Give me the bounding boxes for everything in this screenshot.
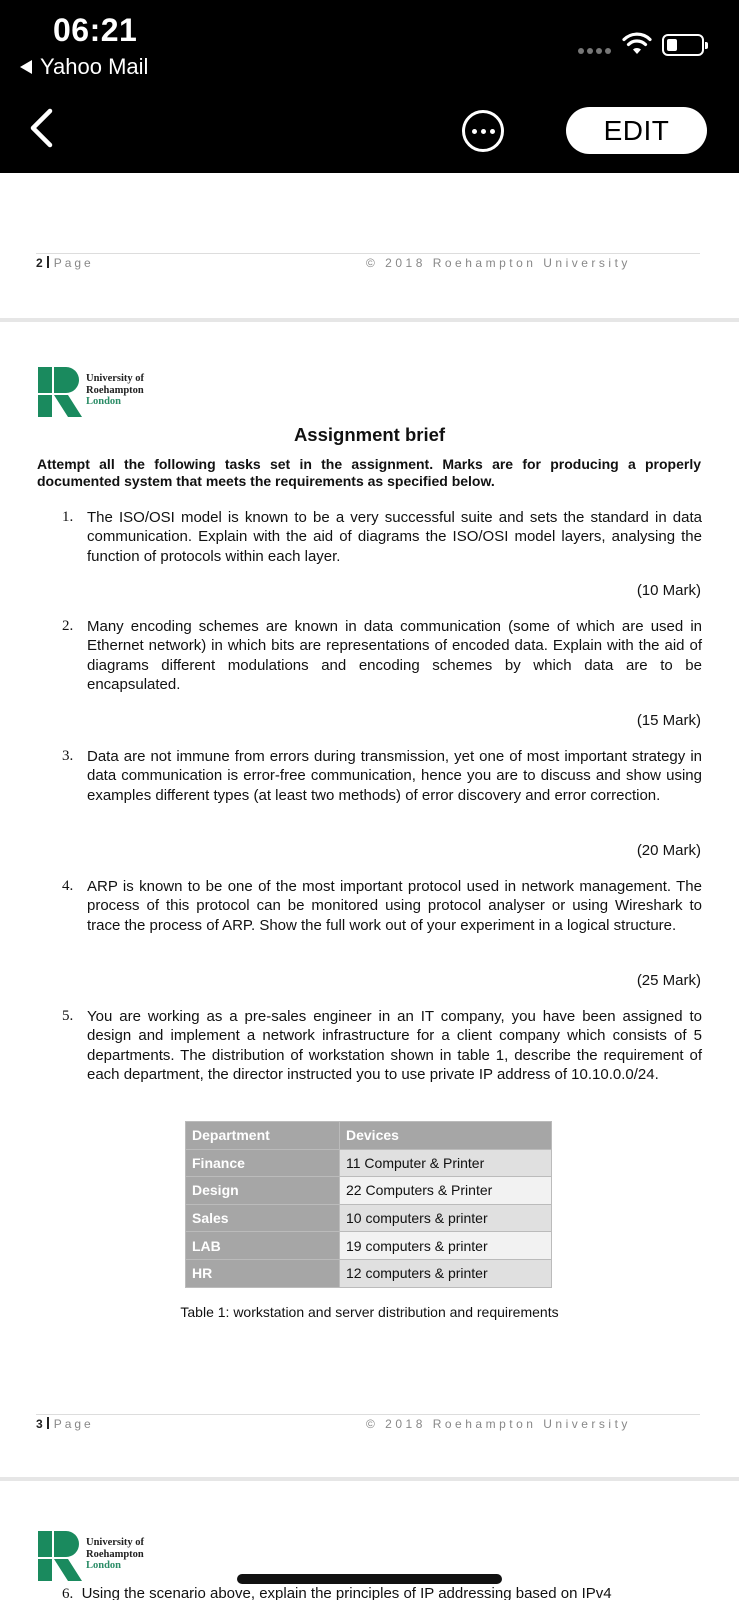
table-cell: Design (186, 1177, 340, 1205)
university-logo-mark (38, 367, 82, 417)
task-mark: (10 Mark) (636, 582, 701, 599)
task-item: 1. The ISO/OSI model is known to be a very successful suite and sets the standard in data communication. Explain with the aid of diagrams the ISO/OSI model layers, analysing the function of protocols within each layer. (62, 509, 702, 565)
task-item: 5. You are working as a pre-sales engineer in an IT company, you have been assigned to design and implement a network infrastructure for a client company which consists of 5 departments. The distribution of workstation shown in table 1, describe the requirement of each department, the director instructed you to use private IP address of 10.10.0.0/24. (62, 1008, 702, 1084)
copyright-text: © 2018 Roehampton University (366, 256, 631, 270)
cellular-signal-icon (578, 48, 611, 54)
task-item-partial: 6. Using the scenario above, explain the principles of IP addressing based on IPv4 (62, 1585, 612, 1600)
wifi-icon (622, 32, 652, 56)
university-logo-text: University of Roehampton London (86, 1537, 145, 1571)
table-cell: Sales (186, 1204, 340, 1232)
table-cell: HR (186, 1259, 340, 1287)
page-number: 2 Page (36, 256, 94, 270)
document-page-3 (0, 322, 739, 1477)
table-cell: 10 computers & printer (340, 1204, 552, 1232)
table-cell: 22 Computers & Printer (340, 1177, 552, 1205)
status-time: 06:21 (53, 12, 138, 48)
university-logo-text: University of Roehampton London (86, 373, 145, 407)
table-header: Devices (340, 1122, 552, 1150)
table-row (186, 1259, 552, 1287)
task-mark: (20 Mark) (636, 842, 701, 859)
task-item: 3. Data are not immune from errors during transmission, yet one of most important strategy in data communication is error-free communication, hence you are to discuss and show using examples different types (at least two methods) of error discovery and error correction. (62, 748, 702, 804)
table-cell: 12 computers & printer (340, 1259, 552, 1287)
department-table (185, 1121, 552, 1288)
task-item: 4. ARP is known to be one of the most important protocol used in network management. The process of this protocol can be monitored using protocol analyser or using Wireshark to trace the process of ARP. Show the full work out of your experiment in a logical structure. (62, 878, 702, 934)
more-options-button[interactable] (462, 110, 504, 152)
back-triangle-icon (20, 60, 32, 74)
back-app-label: Yahoo Mail (40, 54, 149, 79)
table-header: Department (186, 1122, 340, 1150)
top-bar (0, 0, 739, 173)
table-row (186, 1204, 552, 1232)
university-logo-mark (38, 1531, 82, 1581)
copyright-text: © 2018 Roehampton University (366, 1417, 631, 1431)
table-row (186, 1149, 552, 1177)
university-logo (38, 1531, 144, 1581)
assignment-intro: Attempt all the following tasks set in the assignment. Marks are for producing a properly documented system that meets the requirements as specified below. (37, 456, 701, 489)
document-page-2 (0, 173, 739, 318)
document-title: Assignment brief (293, 424, 446, 445)
university-logo (38, 367, 144, 417)
footer-divider (36, 1414, 700, 1415)
chevron-left-icon[interactable] (28, 108, 54, 148)
page-number: 3 Page (36, 1417, 94, 1431)
table-row (186, 1177, 552, 1205)
back-to-app-link[interactable] (20, 54, 148, 80)
task-item: 2. Many encoding schemes are known in data communication (some of which are used in Ethernet network) in which bits are representations of encoded data. Explain with the aid of diagrams different modulations and encoding schemes by which data are to be encapsulated. (62, 618, 702, 694)
table-cell: 19 computers & printer (340, 1232, 552, 1260)
table-cell: 11 Computer & Printer (340, 1149, 552, 1177)
table-cell: Finance (186, 1149, 340, 1177)
task-mark: (25 Mark) (636, 972, 701, 989)
table-row (186, 1232, 552, 1260)
table-header-row (186, 1122, 552, 1150)
battery-icon (662, 34, 704, 56)
home-indicator[interactable] (237, 1574, 502, 1584)
table-caption: Table 1: workstation and server distribution and requirements (180, 1304, 559, 1320)
table-cell: LAB (186, 1232, 340, 1260)
edit-button[interactable]: EDIT (566, 107, 707, 154)
footer-divider (36, 253, 700, 254)
task-mark: (15 Mark) (636, 712, 701, 729)
